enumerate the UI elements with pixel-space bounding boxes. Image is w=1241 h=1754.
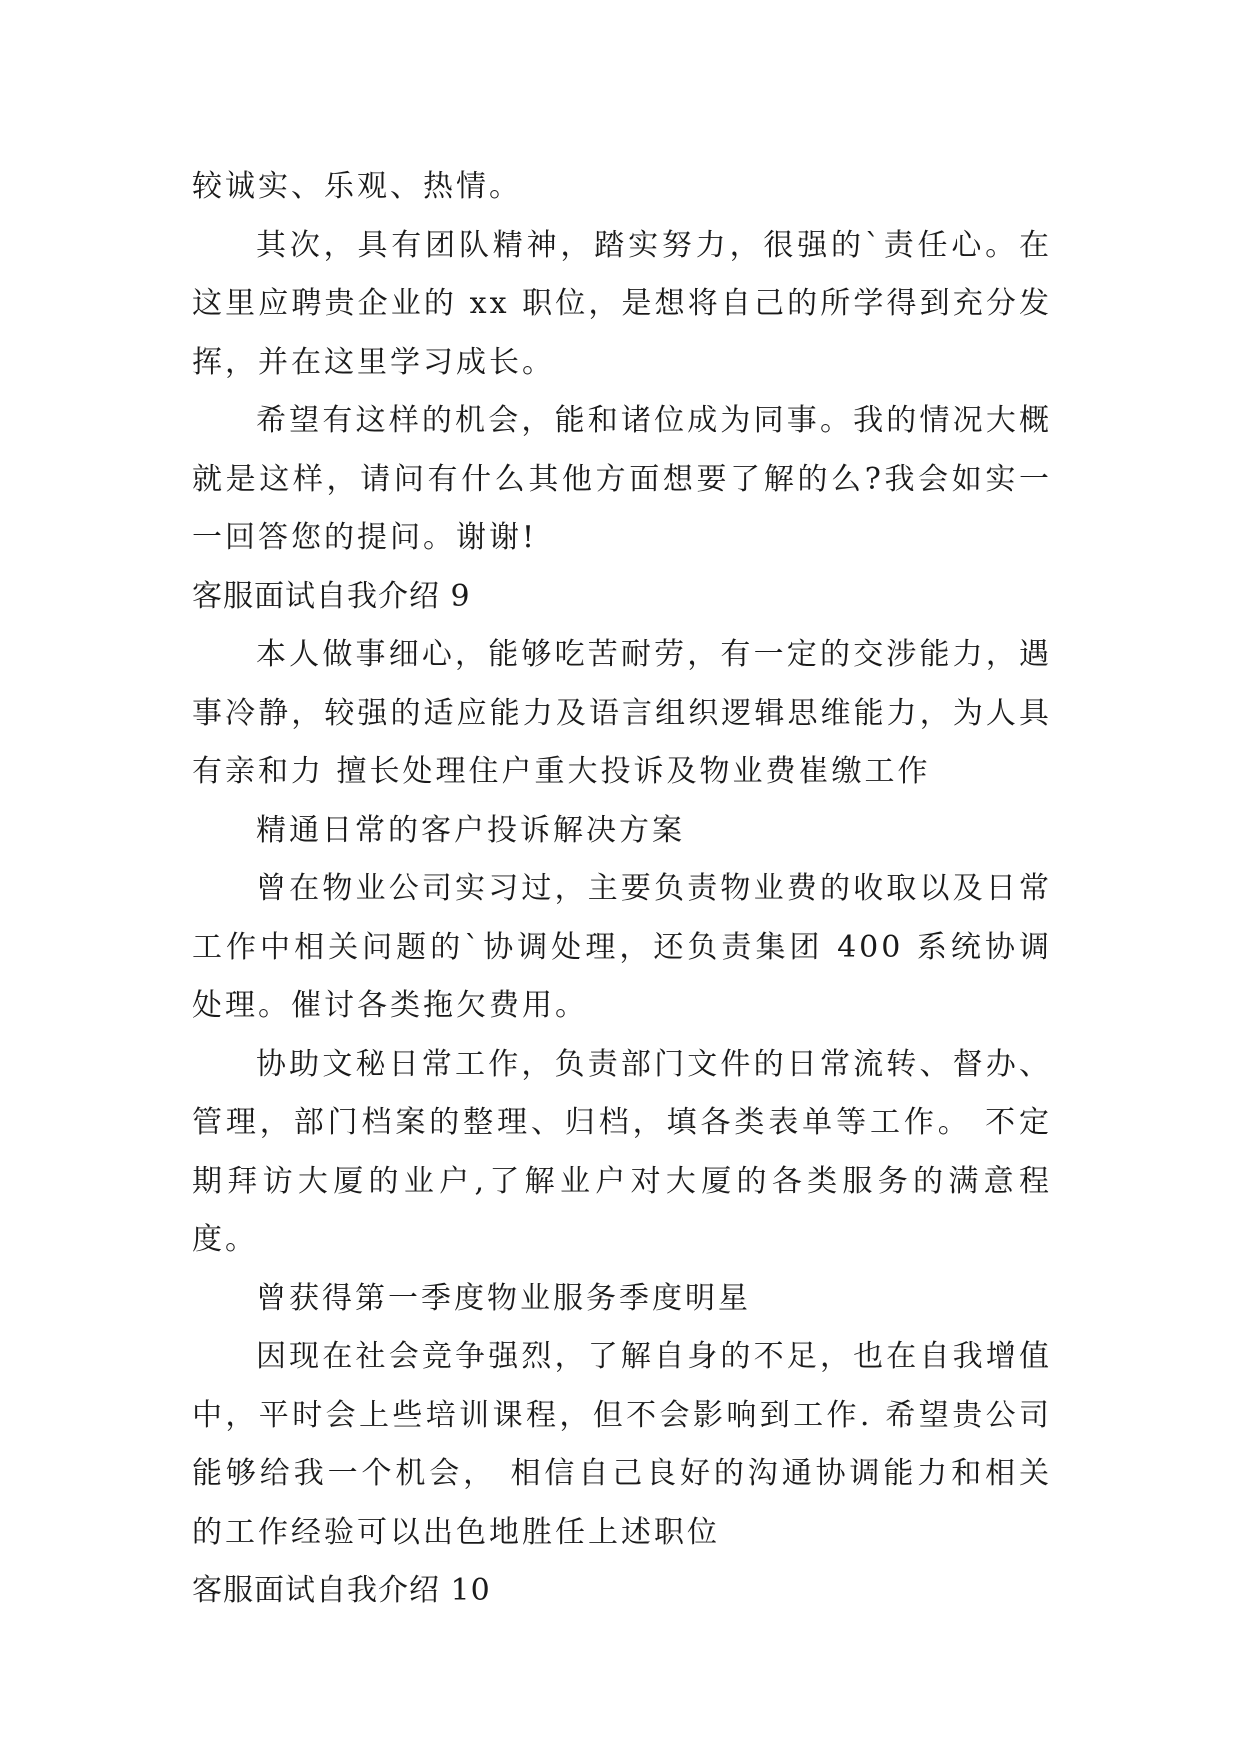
paragraph-self-improvement: 因现在社会竞争强烈，了解自身的不足，也在自我增值中，平时会上些培训课程，但不会影响到工作. 希望贵公司能够给我一个机会， 相信自己良好的沟通协调能力和相关的工作经验可以出色地胜任上述职位 xyxy=(192,1339,1052,1550)
paragraph-internship: 曾在物业公司实习过，主要负责物业费的收取以及日常工作中相关问题的`协调处理，还负责集团 400 系统协调处理。催讨各类拖欠费用。 xyxy=(192,871,1052,1023)
paragraph-personality: 本人做事细心，能够吃苦耐劳，有一定的交涉能力，遇事冷静，较强的适应能力及语言组织逻辑思维能力，为人具有亲和力 擅长处理住户重大投诉及物业费崔缴工作 xyxy=(192,637,1052,789)
paragraph-award: 曾获得第一季度物业服务季度明星 xyxy=(256,1280,751,1316)
paragraph-duties: 协助文秘日常工作，负责部门文件的日常流转、督办、管理，部门档案的整理、归档，填各类表单等工作。 不定期拜访大厦的业户,了解业户对大厦的各类服务的满意程度。 xyxy=(192,1046,1052,1257)
section-heading-9: 客服面试自我介绍 9 xyxy=(192,578,471,614)
paragraph-expertise: 精通日常的客户投诉解决方案 xyxy=(256,812,685,848)
paragraph-teamwork: 其次，具有团队精神，踏实努力，很强的`责任心。在这里应聘贵企业的 xx 职位，是想将自己的所学得到充分发挥，并在这里学习成长。 xyxy=(192,227,1052,380)
document-body xyxy=(192,158,1052,1621)
paragraph-closing: 希望有这样的机会，能和诸位成为同事。我的情况大概就是这样，请问有什么其他方面想要了解的么?我会如实一一回答您的提问。谢谢! xyxy=(192,403,1052,555)
paragraph-traits: 较诚实、乐观、热情。 xyxy=(192,169,522,204)
section-heading-10: 客服面试自我介绍 10 xyxy=(192,1573,491,1608)
